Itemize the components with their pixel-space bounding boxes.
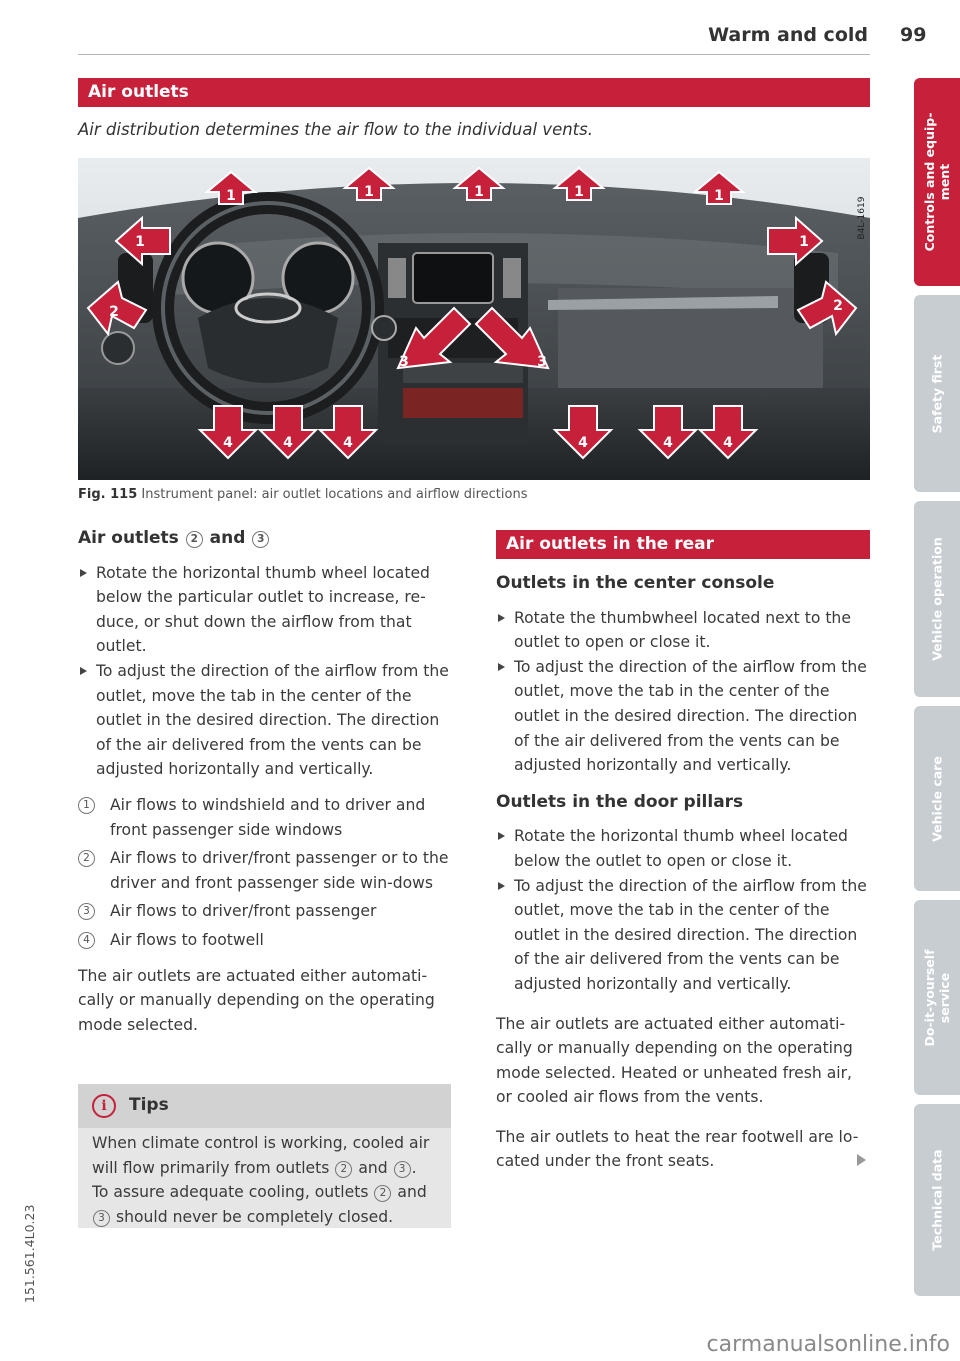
tips-text: and — [397, 1183, 427, 1202]
side-tab-vehicle-care[interactable] — [914, 706, 960, 891]
marker-4: 4 — [723, 435, 733, 451]
bullet-item: To adjust the direction of the airflow from the outlet, move the tab in the center of the outlet in the desired direction. The direction of the air delivered from the vents can be adjusted horizontally and vertically. — [496, 655, 870, 778]
marker-1: 1 — [226, 188, 236, 204]
section-banner-label: Air outlets — [88, 82, 189, 102]
marker-4: 4 — [223, 435, 233, 451]
ref-number: 2 — [335, 1161, 352, 1178]
left-heading-text: Air outlets — [78, 528, 179, 548]
continue-arrow-icon — [857, 1154, 866, 1166]
marker-4: 4 — [283, 435, 293, 451]
side-tab-label: Do-it-yourself service — [922, 948, 952, 1047]
right-paragraph-footwell — [496, 1125, 870, 1174]
legend-item — [78, 899, 450, 924]
ref-number: 3 — [394, 1161, 411, 1178]
marker-1: 1 — [574, 184, 584, 200]
right-paragraph: The air outlets are actuated either automati-cally or manually depending on the operating mode selected. Heated or unheated fresh air, or cooled air flows from the vents. — [496, 1014, 853, 1107]
side-tab-label: Vehicle operation — [929, 537, 945, 661]
marker-2: 2 — [833, 298, 843, 314]
left-paragraph: The air outlets are actuated either automati-cally or manually depending on the operating mode selected. — [78, 966, 435, 1034]
side-tab-technical-data[interactable] — [914, 1104, 960, 1296]
bullet-item: To adjust the direction of the airflow from the outlet, move the tab in the center of the outlet in the desired direction. The direction of the air delivered from the vents can be adjusted horizontally and vertically. — [78, 659, 450, 782]
page-number: 99 — [900, 24, 927, 46]
header-rule — [78, 54, 870, 55]
ref-number: 3 — [252, 531, 269, 548]
right-column — [496, 571, 870, 1174]
marker-3: 3 — [399, 354, 409, 370]
marker-1: 1 — [714, 188, 724, 204]
tips-text: and — [358, 1158, 388, 1177]
legend-text: Air flows to footwell — [110, 930, 264, 949]
marker-1: 1 — [135, 234, 145, 250]
section-banner — [78, 78, 870, 107]
side-tab-do-it-yourself[interactable] — [914, 900, 960, 1095]
rear-outlets-banner-label: Air outlets in the rear — [506, 534, 715, 554]
marker-1: 1 — [474, 184, 484, 200]
bullet-item: To adjust the direction of the airflow from the outlet, move the tab in the center of the outlet in the desired direction. The direction of the air delivered from the vents can be adjusted horizontally and vertically. — [496, 874, 870, 997]
legend-item — [78, 793, 450, 842]
marker-3: 3 — [537, 354, 547, 370]
side-tab-label: Controls and equip-ment — [922, 112, 952, 252]
legend-text: Air flows to windshield and to driver and front passenger side windows — [110, 795, 426, 839]
tips-label: Tips — [129, 1095, 169, 1115]
bullet-item: Rotate the thumbwheel located next to the outlet to open or close it. — [496, 606, 870, 655]
legend-item — [78, 928, 450, 953]
info-icon: i — [92, 1094, 116, 1118]
tips-body — [78, 1128, 451, 1229]
right-paragraph-text: The air outlets to heat the rear footwell are lo-cated under the front seats. — [496, 1127, 859, 1171]
left-heading — [78, 526, 450, 551]
ref-number: 3 — [93, 1210, 110, 1227]
document-code: 151.561.4L0.23 — [22, 1204, 37, 1303]
marker-4: 4 — [578, 435, 588, 451]
legend-text: Air flows to driver/front passenger or to the driver and front passenger side win-dows — [110, 849, 449, 892]
bullet-item: Rotate the horizontal thumb wheel located below the particular outlet to increase, re-duce, or shut down the airflow from that outlet. — [78, 561, 450, 659]
ref-number: 2 — [374, 1185, 391, 1202]
tips-header — [78, 1084, 451, 1128]
bullet-item: Rotate the horizontal thumb wheel located below the outlet to open or close it. — [496, 824, 870, 873]
legend-number: 1 — [78, 797, 95, 814]
side-tab-vehicle-operation[interactable] — [914, 501, 960, 697]
legend-text: Air flows to driver/front passenger — [110, 902, 377, 921]
figure-code: B4L-1619 — [857, 196, 867, 240]
marker-2: 2 — [109, 304, 119, 320]
side-tab-label: Vehicle care — [929, 755, 945, 842]
marker-1: 1 — [799, 234, 809, 250]
legend-number: 4 — [78, 932, 95, 949]
legend-number: 3 — [78, 903, 95, 920]
left-column — [78, 526, 450, 1037]
figure-caption-label: Fig. 115 — [78, 487, 138, 502]
door-pillars-heading: Outlets in the door pillars — [496, 791, 744, 812]
running-header-title: Warm and cold — [708, 24, 868, 46]
figure-caption — [78, 487, 527, 502]
ref-number: 2 — [186, 531, 203, 548]
marker-4: 4 — [343, 435, 353, 451]
left-heading-and: and — [209, 528, 246, 548]
tips-box — [78, 1084, 451, 1228]
side-tab-label: Technical data — [929, 1149, 945, 1251]
rear-outlets-banner — [496, 530, 870, 559]
side-tab-controls[interactable] — [914, 78, 960, 286]
side-tab-label: Safety first — [929, 354, 945, 433]
legend-item — [78, 846, 450, 895]
legend-number: 2 — [78, 850, 95, 867]
watermark: carmanualsonline.info — [706, 1332, 950, 1357]
center-console-heading: Outlets in the center console — [496, 573, 775, 593]
side-tab-safety[interactable] — [914, 295, 960, 492]
section-subtitle: Air distribution determines the air flow to the individual vents. — [78, 120, 593, 139]
figure-caption-text: Instrument panel: air outlet locations and airflow directions — [141, 487, 528, 502]
figure-instrument-panel — [78, 158, 870, 480]
tips-text: should never be completely closed. — [115, 1207, 394, 1226]
marker-4: 4 — [663, 435, 673, 451]
tips-text: When climate control is working, cooled air will flow primarily from outlets — [92, 1134, 430, 1177]
tips-text: . To assure adequate cooling, outlets — [92, 1158, 417, 1202]
marker-1: 1 — [364, 184, 374, 200]
